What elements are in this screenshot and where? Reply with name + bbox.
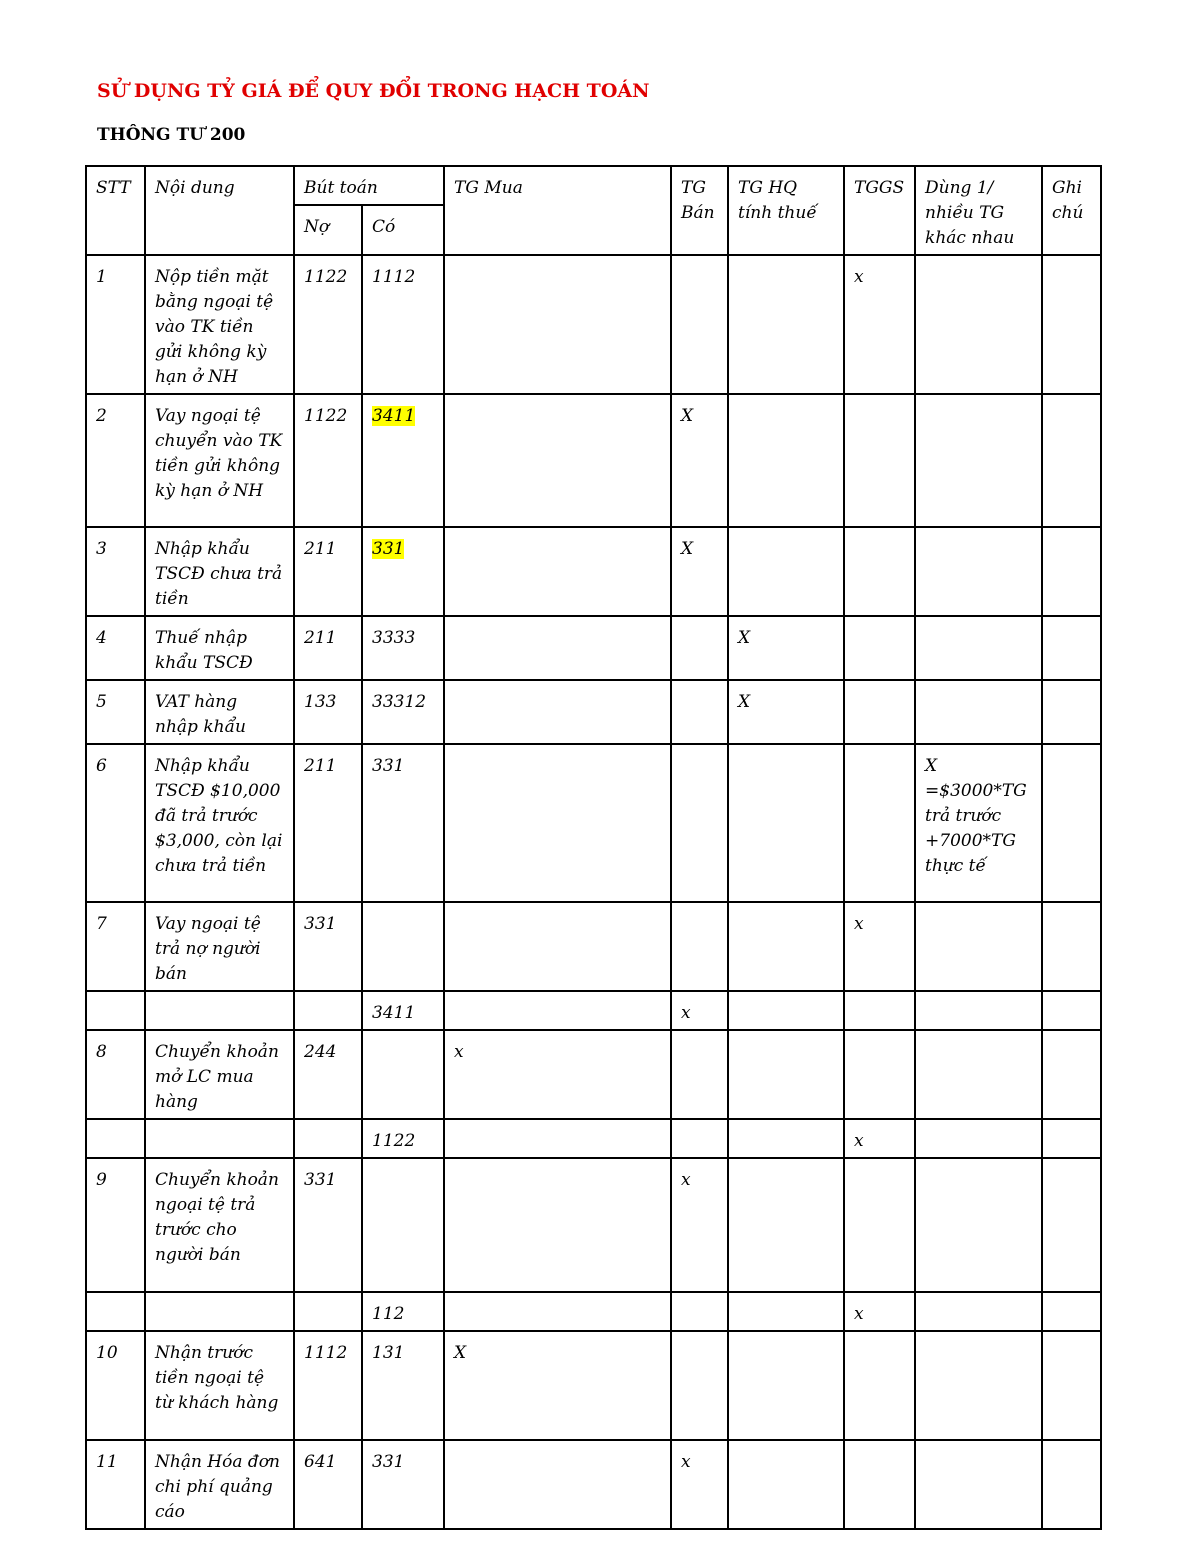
table-row bbox=[86, 616, 1101, 680]
cell-stt bbox=[86, 1119, 145, 1158]
cell-noi-dung bbox=[145, 1119, 294, 1158]
cell-tg-mua: X bbox=[444, 1331, 671, 1440]
cell-tg-mua bbox=[444, 527, 671, 616]
cell-tg-ban: X bbox=[671, 394, 728, 527]
cell-co: 1112 bbox=[362, 255, 444, 394]
header-no: Nợ bbox=[294, 205, 362, 255]
cell-stt bbox=[86, 1292, 145, 1331]
cell-tg-hq bbox=[728, 1331, 844, 1440]
cell-tg-ban bbox=[671, 680, 728, 744]
cell-no: 331 bbox=[294, 902, 362, 991]
cell-ghi-chu bbox=[1042, 1331, 1101, 1440]
cell-co: 1122 bbox=[362, 1119, 444, 1158]
cell-stt bbox=[86, 991, 145, 1030]
cell-tg-hq bbox=[728, 1158, 844, 1292]
cell-dung bbox=[915, 255, 1042, 394]
cell-dung bbox=[915, 1292, 1042, 1331]
cell-noi-dung: Nhập khẩu TSCĐ chưa trả tiền bbox=[145, 527, 294, 616]
cell-no: 133 bbox=[294, 680, 362, 744]
table-row bbox=[86, 1158, 1101, 1292]
cell-dung bbox=[915, 616, 1042, 680]
cell-tggs bbox=[844, 394, 915, 527]
cell-co: 112 bbox=[362, 1292, 444, 1331]
table-row bbox=[86, 1331, 1101, 1440]
table-row bbox=[86, 1030, 1101, 1119]
cell-co: 331 bbox=[362, 744, 444, 902]
cell-tg-hq: X bbox=[728, 616, 844, 680]
exchange-rate-table bbox=[85, 165, 1102, 1530]
cell-tg-hq bbox=[728, 527, 844, 616]
cell-ghi-chu bbox=[1042, 744, 1101, 902]
cell-noi-dung: Chuyển khoản ngoại tệ trả trước cho người bán bbox=[145, 1158, 294, 1292]
cell-no: 211 bbox=[294, 616, 362, 680]
cell-no: 1112 bbox=[294, 1331, 362, 1440]
cell-no: 1122 bbox=[294, 255, 362, 394]
cell-co bbox=[362, 902, 444, 991]
cell-stt: 10 bbox=[86, 1331, 145, 1440]
cell-no: 641 bbox=[294, 1440, 362, 1529]
cell-dung bbox=[915, 1331, 1042, 1440]
cell-tg-mua bbox=[444, 394, 671, 527]
cell-ghi-chu bbox=[1042, 394, 1101, 527]
cell-noi-dung: Thuế nhập khẩu TSCĐ bbox=[145, 616, 294, 680]
cell-stt: 8 bbox=[86, 1030, 145, 1119]
header-noi-dung: Nội dung bbox=[145, 166, 294, 255]
cell-noi-dung: Nhận trước tiền ngoại tệ từ khách hàng bbox=[145, 1331, 294, 1440]
cell-tggs: x bbox=[844, 902, 915, 991]
cell-tg-hq bbox=[728, 1440, 844, 1529]
cell-ghi-chu bbox=[1042, 255, 1101, 394]
cell-co: 3333 bbox=[362, 616, 444, 680]
cell-stt: 1 bbox=[86, 255, 145, 394]
cell-tg-hq bbox=[728, 902, 844, 991]
cell-ghi-chu bbox=[1042, 680, 1101, 744]
table-row bbox=[86, 902, 1101, 991]
cell-no: 211 bbox=[294, 527, 362, 616]
header-tggs: TGGS bbox=[844, 166, 915, 255]
cell-tggs bbox=[844, 991, 915, 1030]
header-tg-hq: TG HQ tính thuế bbox=[728, 166, 844, 255]
table-row bbox=[86, 991, 1101, 1030]
cell-ghi-chu bbox=[1042, 527, 1101, 616]
cell-ghi-chu bbox=[1042, 1119, 1101, 1158]
cell-tg-hq: X bbox=[728, 680, 844, 744]
header-dung: Dùng 1/ nhiều TG khác nhau bbox=[915, 166, 1042, 255]
header-tg-ban: TG Bán bbox=[671, 166, 728, 255]
cell-no: 331 bbox=[294, 1158, 362, 1292]
cell-tg-ban bbox=[671, 255, 728, 394]
cell-tggs bbox=[844, 1158, 915, 1292]
cell-stt: 5 bbox=[86, 680, 145, 744]
cell-dung: X =$3000*TG trả trước +7000*TG thực tế bbox=[915, 744, 1042, 902]
cell-tg-ban: x bbox=[671, 1158, 728, 1292]
cell-co bbox=[362, 394, 444, 527]
cell-tg-hq bbox=[728, 1119, 844, 1158]
cell-tg-mua bbox=[444, 744, 671, 902]
cell-co: 3411 bbox=[362, 991, 444, 1030]
table-body bbox=[86, 255, 1101, 1529]
table-row bbox=[86, 394, 1101, 527]
cell-no bbox=[294, 991, 362, 1030]
cell-tg-mua bbox=[444, 1440, 671, 1529]
cell-noi-dung: Chuyển khoản mở LC mua hàng bbox=[145, 1030, 294, 1119]
table-row bbox=[86, 1292, 1101, 1331]
cell-tg-ban: x bbox=[671, 1440, 728, 1529]
cell-co: 131 bbox=[362, 1331, 444, 1440]
cell-ghi-chu bbox=[1042, 902, 1101, 991]
header-but-toan: Bút toán bbox=[294, 166, 444, 205]
cell-dung bbox=[915, 991, 1042, 1030]
cell-co: 331 bbox=[362, 1440, 444, 1529]
cell-dung bbox=[915, 527, 1042, 616]
cell-dung bbox=[915, 394, 1042, 527]
cell-tg-mua bbox=[444, 902, 671, 991]
cell-dung bbox=[915, 1158, 1042, 1292]
cell-no bbox=[294, 1119, 362, 1158]
cell-tg-ban bbox=[671, 902, 728, 991]
cell-ghi-chu bbox=[1042, 1292, 1101, 1331]
cell-tggs bbox=[844, 527, 915, 616]
cell-tg-mua bbox=[444, 1119, 671, 1158]
cell-noi-dung bbox=[145, 1292, 294, 1331]
cell-ghi-chu bbox=[1042, 1440, 1101, 1529]
table-row bbox=[86, 527, 1101, 616]
cell-tg-ban: X bbox=[671, 527, 728, 616]
table-row bbox=[86, 1119, 1101, 1158]
cell-stt: 9 bbox=[86, 1158, 145, 1292]
table-row bbox=[86, 744, 1101, 902]
cell-noi-dung bbox=[145, 991, 294, 1030]
cell-tg-ban bbox=[671, 1292, 728, 1331]
cell-tggs: x bbox=[844, 1292, 915, 1331]
cell-dung bbox=[915, 1030, 1042, 1119]
cell-dung bbox=[915, 1440, 1042, 1529]
table-row bbox=[86, 680, 1101, 744]
cell-stt: 4 bbox=[86, 616, 145, 680]
cell-noi-dung: Vay ngoại tệ chuyển vào TK tiền gửi không kỳ hạn ở NH bbox=[145, 394, 294, 527]
cell-tggs bbox=[844, 616, 915, 680]
cell-ghi-chu bbox=[1042, 1158, 1101, 1292]
cell-no: 211 bbox=[294, 744, 362, 902]
cell-no bbox=[294, 1292, 362, 1331]
cell-tg-mua bbox=[444, 991, 671, 1030]
cell-tggs: x bbox=[844, 1119, 915, 1158]
cell-tg-ban bbox=[671, 1331, 728, 1440]
cell-tg-ban bbox=[671, 1119, 728, 1158]
cell-ghi-chu bbox=[1042, 991, 1101, 1030]
cell-tg-mua bbox=[444, 1158, 671, 1292]
cell-tg-hq bbox=[728, 744, 844, 902]
cell-noi-dung: Vay ngoại tệ trả nợ người bán bbox=[145, 902, 294, 991]
cell-tg-mua bbox=[444, 616, 671, 680]
cell-co bbox=[362, 1030, 444, 1119]
cell-tg-hq bbox=[728, 255, 844, 394]
cell-stt: 2 bbox=[86, 394, 145, 527]
cell-stt: 7 bbox=[86, 902, 145, 991]
cell-noi-dung: Nộp tiền mặt bằng ngoại tệ vào TK tiền gửi không kỳ hạn ở NH bbox=[145, 255, 294, 394]
cell-noi-dung: Nhập khẩu TSCĐ $10,000 đã trả trước $3,000, còn lại chưa trả tiền bbox=[145, 744, 294, 902]
header-ghi-chu: Ghi chú bbox=[1042, 166, 1101, 255]
cell-tg-ban bbox=[671, 616, 728, 680]
cell-tg-ban: x bbox=[671, 991, 728, 1030]
highlighted-account: 331 bbox=[372, 539, 405, 559]
cell-dung bbox=[915, 902, 1042, 991]
cell-dung bbox=[915, 1119, 1042, 1158]
cell-tg-ban bbox=[671, 744, 728, 902]
highlighted-account: 3411 bbox=[372, 406, 416, 426]
cell-tg-hq bbox=[728, 1030, 844, 1119]
cell-stt: 6 bbox=[86, 744, 145, 902]
cell-tggs bbox=[844, 1030, 915, 1119]
cell-co bbox=[362, 527, 444, 616]
cell-tg-mua bbox=[444, 255, 671, 394]
cell-noi-dung: VAT hàng nhập khẩu bbox=[145, 680, 294, 744]
cell-tg-mua: x bbox=[444, 1030, 671, 1119]
header-co: Có bbox=[362, 205, 444, 255]
cell-tggs bbox=[844, 744, 915, 902]
cell-tggs: x bbox=[844, 255, 915, 394]
cell-noi-dung: Nhận Hóa đơn chi phí quảng cáo bbox=[145, 1440, 294, 1529]
cell-tg-ban bbox=[671, 1030, 728, 1119]
cell-tggs bbox=[844, 1331, 915, 1440]
cell-stt: 3 bbox=[86, 527, 145, 616]
table-header bbox=[86, 166, 1101, 255]
table-row bbox=[86, 1440, 1101, 1529]
document-title: SỬ DỤNG TỶ GIÁ ĐỂ QUY ĐỔI TRONG HẠCH TOÁN bbox=[97, 80, 650, 102]
cell-dung bbox=[915, 680, 1042, 744]
cell-tg-mua bbox=[444, 1292, 671, 1331]
cell-tggs bbox=[844, 680, 915, 744]
cell-stt: 11 bbox=[86, 1440, 145, 1529]
cell-co bbox=[362, 1158, 444, 1292]
cell-ghi-chu bbox=[1042, 1030, 1101, 1119]
cell-tggs bbox=[844, 1440, 915, 1529]
header-tg-mua: TG Mua bbox=[444, 166, 671, 255]
cell-co: 33312 bbox=[362, 680, 444, 744]
table-row bbox=[86, 255, 1101, 394]
cell-tg-hq bbox=[728, 394, 844, 527]
cell-tg-mua bbox=[444, 680, 671, 744]
cell-tg-hq bbox=[728, 991, 844, 1030]
cell-no: 244 bbox=[294, 1030, 362, 1119]
cell-tg-hq bbox=[728, 1292, 844, 1331]
document-subtitle: THÔNG TƯ 200 bbox=[97, 125, 246, 145]
header-stt: STT bbox=[86, 166, 145, 255]
cell-ghi-chu bbox=[1042, 616, 1101, 680]
cell-no: 1122 bbox=[294, 394, 362, 527]
